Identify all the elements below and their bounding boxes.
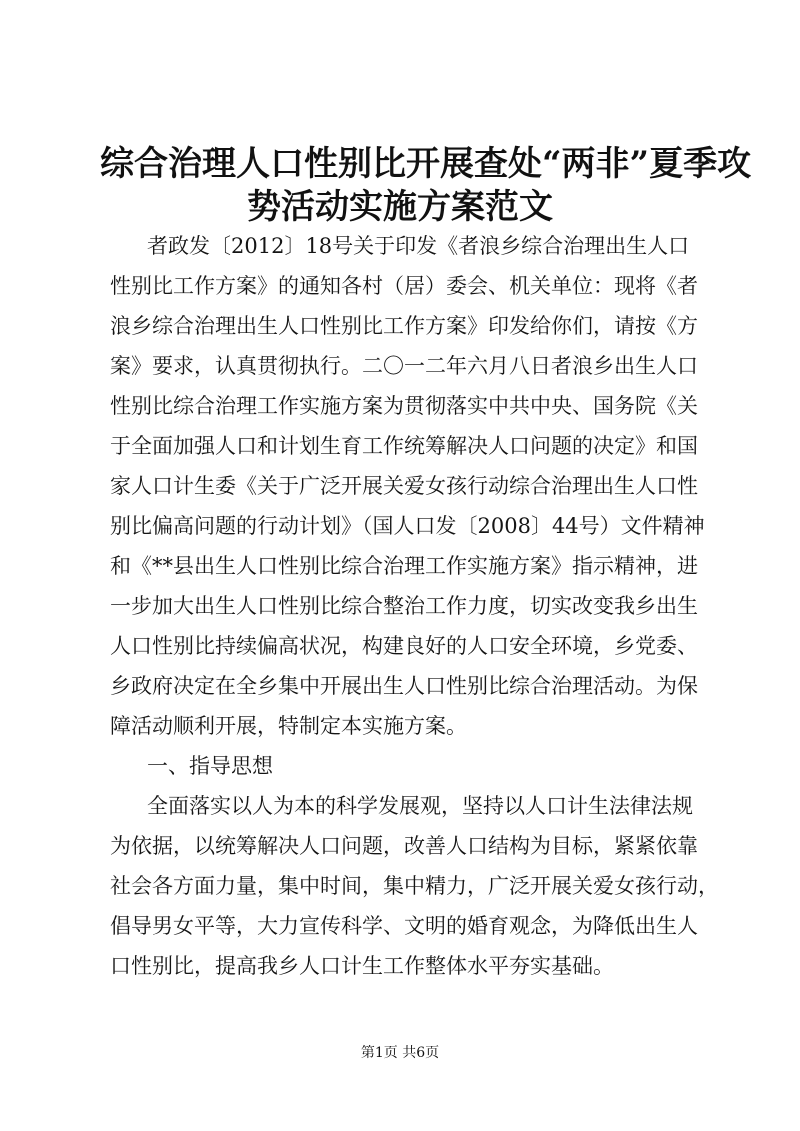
body-line: 性别比综合治理工作实施方案为贯彻落实中共中央、国务院《关 <box>110 394 698 418</box>
body-line: 别比偏高问题的行动计划》（国人口发〔2008〕44号）文件精神 <box>110 514 705 538</box>
body-line: 倡导男女平等，大力宣传科学、文明的婚育观念，为降低出生人 <box>110 914 698 938</box>
body-line: 人口性别比持续偏高状况，构建良好的人口安全环境，乡党委、 <box>110 634 698 658</box>
body-line: 全面落实以人为本的科学发展观，坚持以人口计生法律法规 <box>147 794 693 818</box>
body-line: 障活动顺利开展，特制定本实施方案。 <box>110 714 467 738</box>
body-line: 浪乡综合治理出生人口性别比工作方案》印发给你们，请按《方 <box>110 314 698 338</box>
body-line: 社会各方面力量，集中时间，集中精力，广泛开展关爱女孩行动， <box>110 874 719 898</box>
section-heading: 一、指导思想 <box>147 754 273 778</box>
body-line: 案》要求，认真贯彻执行。二〇一二年六月八日者浪乡出生人口 <box>110 354 698 378</box>
body-line: 为依据，以统筹解决人口问题，改善人口结构为目标，紧紧依靠 <box>110 834 698 858</box>
body-line: 口性别比，提高我乡人口计生工作整体水平夯实基础。 <box>110 954 614 978</box>
page-footer: 第1页 共6页 <box>360 1045 440 1061</box>
body-line: 于全面加强人口和计划生育工作统筹解决人口问题的决定》和国 <box>110 434 698 458</box>
body-line: 乡政府决定在全乡集中开展出生人口性别比综合治理活动。为保 <box>110 674 698 698</box>
body-line: 性别比工作方案》的通知各村（居）委会、机关单位：现将《者 <box>110 274 698 298</box>
document-title-line-2: 势活动实施方案范文 <box>247 187 553 227</box>
body-line: 一步加大出生人口性别比综合整治工作力度，切实改变我乡出生 <box>110 594 698 618</box>
body-line: 和《**县出生人口性别比综合治理工作实施方案》指示精神，进 <box>110 554 698 578</box>
body-line: 家人口计生委《关于广泛开展关爱女孩行动综合治理出生人口性 <box>110 474 698 498</box>
document-title-line-1: 综合治理人口性别比开展查处“两非”夏季攻 <box>100 144 752 184</box>
body-line: 者政发〔2012〕18号关于印发《者浪乡综合治理出生人口 <box>147 234 690 258</box>
